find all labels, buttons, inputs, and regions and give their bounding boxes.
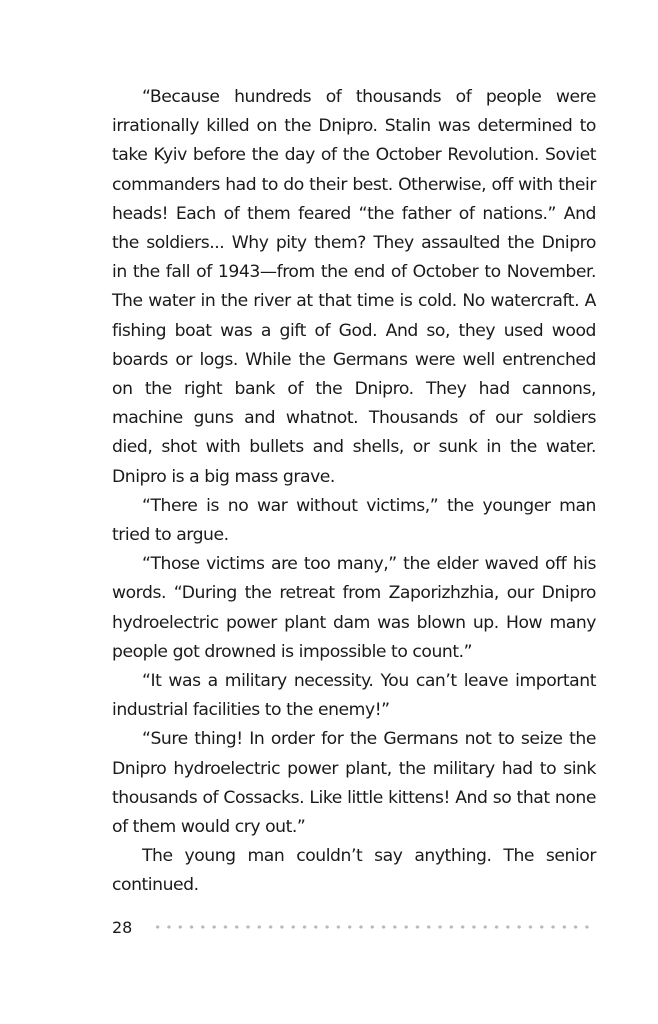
dot-leader-divider: [152, 925, 596, 929]
paragraph-6: The young man couldn’t say anything. The senior continued.: [112, 846, 596, 896]
paragraph-5: “Sure thing! In order for the Germans not to seize the Dnipro hydroelectric power plant, the military had to sink thousands of Cossacks. Like little kittens! And so that none of them would cry out.”: [112, 729, 596, 838]
paragraph-1: “Because hundreds of thousands of people were irrationally killed on the Dnipro. Stalin was determined to take Kyiv before the day of the October Revolution. Soviet commanders had to do their best. Otherwise, off with their heads! Each of them feared “the father of nations.” And the soldiers... Why pity them? They assaulted the Dnipro in the fall of 1943—from the end of October to November. The water in the river at that time is cold. No watercraft. A fishing boat was a gift of God. And so, they used wood boards or logs. While the Germans were well entrenched on the right bank of the Dnipro. They had cannons, machine guns and whatnot. Thousands of our soldiers died, shot with bullets and shells, or sunk in the water. Dnipro is a big mass grave.: [112, 87, 596, 487]
page-number: 28: [112, 917, 133, 937]
paragraph-2: “There is no war without victims,” the younger man tried to argue.: [112, 495, 596, 546]
paragraph-3: “Those victims are too many,” the elder waved off his words. “During the retreat from Zaporizhzhia, our Dnipro hydroelectric power plant dam was blown up. How many people got drowned is impossible to count.”: [112, 554, 596, 662]
page-footer: [112, 913, 596, 941]
paragraph-4: “It was a military necessity. You can’t leave important industrial facilities to the enemy!”: [112, 671, 596, 721]
body-text: [112, 83, 596, 901]
